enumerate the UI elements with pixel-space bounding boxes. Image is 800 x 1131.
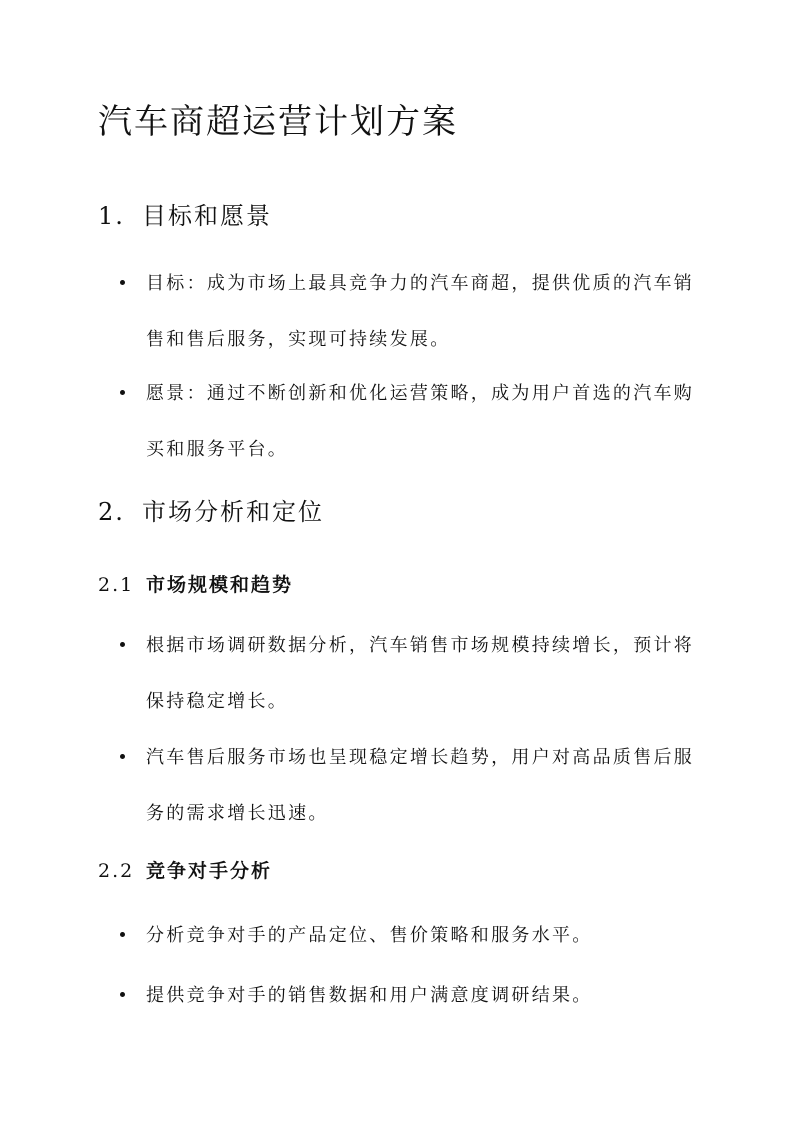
section-heading-1: [98, 196, 272, 231]
bullet-dot-icon: [120, 642, 125, 647]
list-item: [146, 618, 696, 730]
bullet-dot-icon: [120, 992, 125, 997]
subsection-heading-2-1: [98, 570, 293, 597]
list-item-text: 提供竞争对手的销售数据和用户满意度调研结果。: [146, 985, 593, 1006]
list-item-text: 分析竞争对手的产品定位、售价策略和服务水平。: [146, 925, 593, 946]
subsection-number: 2.2: [98, 860, 135, 882]
list-item-text: 目标：成为市场上最具竞争力的汽车商超，提供优质的汽车销售和售后服务，实现可持续发展。: [146, 273, 695, 350]
list-item: [146, 908, 696, 964]
document-title: 汽车商超运营计划方案: [98, 102, 458, 142]
list-item: [146, 968, 696, 1024]
bullet-dot-icon: [120, 932, 125, 937]
section-number: 2.: [98, 498, 125, 526]
list-item-text: 汽车售后服务市场也呈现稳定增长趋势，用户对高品质售后服务的需求增长迅速。: [146, 747, 695, 824]
list-item-text: 根据市场调研数据分析，汽车销售市场规模持续增长，预计将保持稳定增长。: [146, 635, 695, 712]
list-item: [146, 256, 696, 368]
bullet-dot-icon: [120, 754, 125, 759]
bullet-dot-icon: [120, 390, 125, 395]
subsection-heading-2-2: [98, 856, 272, 883]
list-item: [146, 730, 696, 842]
section-title: 市场分析和定位: [142, 498, 324, 526]
subsection-number: 2.1: [98, 574, 135, 596]
section-number: 1.: [98, 202, 125, 230]
subsection-title: 市场规模和趋势: [146, 574, 294, 596]
section-heading-2: [98, 492, 324, 527]
list-item: [146, 366, 696, 478]
subsection-title: 竞争对手分析: [146, 860, 273, 882]
list-item-text: 愿景：通过不断创新和优化运营策略，成为用户首选的汽车购买和服务平台。: [146, 383, 695, 460]
bullet-dot-icon: [120, 280, 125, 285]
section-title: 目标和愿景: [142, 202, 272, 230]
